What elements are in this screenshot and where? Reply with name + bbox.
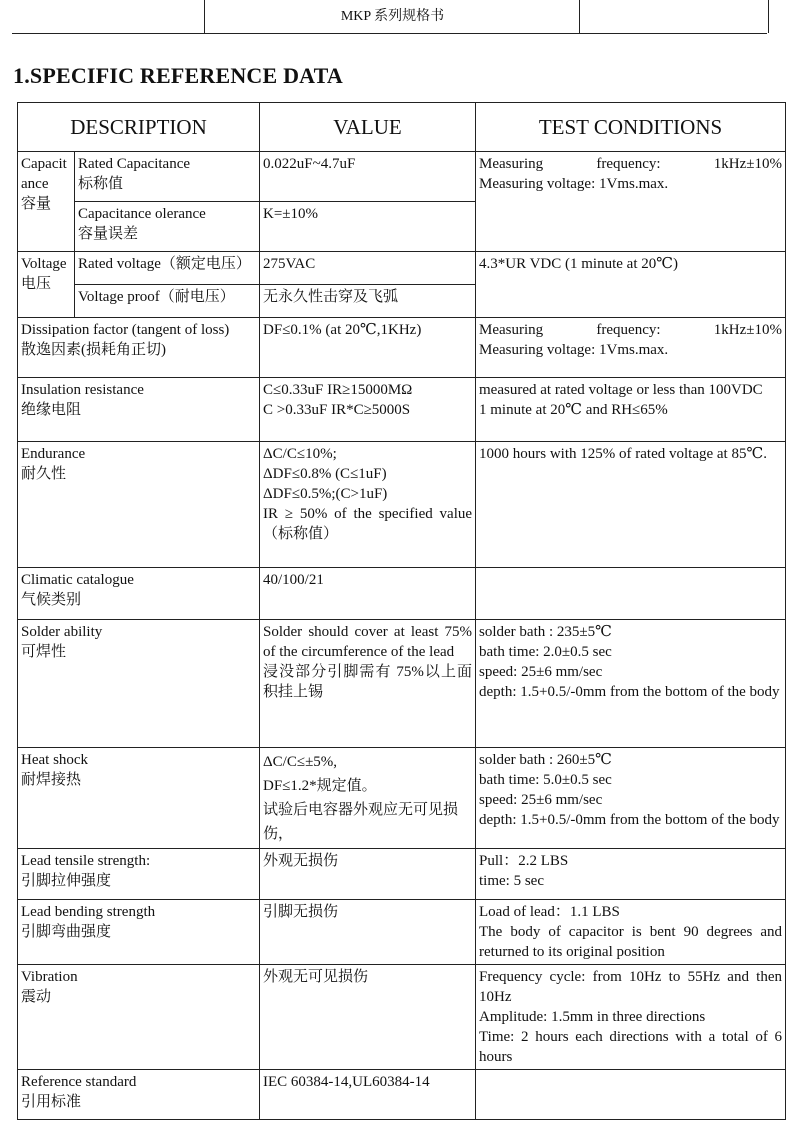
dissipation-en: Dissipation factor (tangent of loss) [21, 322, 230, 338]
rated-capacitance-cn: 标称值 [78, 176, 124, 192]
table-row [18, 620, 786, 748]
heat-test-2: bath time: 5.0±0.5 sec [479, 772, 612, 788]
tensile-cn: 引脚拉伸强度 [21, 873, 112, 889]
capacitance-group-en-b: ance [21, 176, 49, 192]
endurance-desc [18, 442, 260, 568]
climatic-en: Climatic catalogue [21, 572, 134, 588]
solder-test-3: speed: 25±6 mm/sec [479, 664, 603, 680]
vibration-desc [18, 965, 260, 1070]
heat-value-2: DF≤1.2*规定值。 [263, 778, 377, 794]
table-row [18, 748, 786, 849]
tensile-test-1: Pull：2.2 LBS [479, 853, 569, 869]
heat-value [260, 748, 476, 849]
header-title: MKP 系列规格书 [204, 0, 580, 33]
endurance-cn: 耐久性 [21, 466, 67, 482]
capacitance-test-measuring: Measuring [479, 156, 544, 172]
reference-desc [18, 1070, 260, 1120]
solder-value-1: Solder should cover at least 75% of the circumference of the lead [263, 624, 473, 660]
reference-cn: 引用标准 [21, 1094, 82, 1110]
header-left-cell [12, 0, 204, 33]
header-right-cell [579, 0, 769, 33]
voltage-proof-desc: Voltage proof（耐电压） [75, 285, 260, 318]
rated-voltage-desc: Rated voltage（额定电压） [75, 252, 260, 285]
vibration-test-2: Amplitude: 1.5mm in three directions [479, 1009, 706, 1025]
bending-test [476, 900, 786, 965]
tensile-test [476, 849, 786, 900]
insulation-en: Insulation resistance [21, 382, 144, 398]
dissipation-cn: 散逸因素(损耗角正切) [21, 342, 166, 358]
col-header-value: VALUE [260, 103, 476, 152]
table-row [18, 1070, 786, 1120]
table-row [18, 252, 786, 285]
table-row [18, 152, 786, 202]
capacitance-group-en-a: Capacit [21, 156, 67, 172]
endurance-value-2: ΔDF≤0.8% (C≤1uF) [263, 466, 387, 482]
capacitance-tolerance-cn: 容量误差 [78, 226, 139, 242]
insulation-test-1: measured at rated voltage or less than 100VDC [479, 382, 763, 398]
table-row [18, 849, 786, 900]
table-row [18, 442, 786, 568]
rated-voltage-value: 275VAC [260, 252, 476, 285]
capacitance-tolerance-desc [75, 202, 260, 252]
vibration-value: 外观无可见损伤 [260, 965, 476, 1070]
insulation-desc [18, 378, 260, 442]
insulation-test-2: 1 minute at 20℃ and RH≤65% [479, 402, 668, 418]
vibration-en: Vibration [21, 969, 78, 985]
heat-cn: 耐焊接热 [21, 772, 82, 788]
endurance-test: 1000 hours with 125% of rated voltage at 85℃. [476, 442, 786, 568]
capacitance-test-line-2: Measuring voltage: 1Vms.max. [479, 176, 669, 192]
climatic-value: 40/100/21 [260, 568, 476, 620]
bending-test-1: Load of lead：1.1 LBS [479, 904, 620, 920]
reference-value: IEC 60384-14,UL60384-14 [260, 1070, 476, 1120]
rated-capacitance-en: Rated Capacitance [78, 156, 191, 172]
bending-desc [18, 900, 260, 965]
reference-en: Reference standard [21, 1074, 137, 1090]
capacitance-tolerance-en: Capacitance olerance [78, 206, 206, 222]
heat-test-4: depth: 1.5+0.5/-0mm from the bottom of the body [479, 812, 780, 828]
capacitance-group-cell [18, 152, 75, 252]
solder-value-2: 浸没部分引脚需有 75%以上面积挂上锡 [263, 664, 473, 700]
table-header-row [18, 103, 786, 152]
tensile-test-2: time: 5 sec [479, 873, 544, 889]
insulation-value-1: C≤0.33uF IR≥15000MΩ [263, 382, 413, 398]
dissipation-test [476, 318, 786, 378]
heat-value-3: 试验后电容器外观应无可见损伤， [263, 802, 459, 842]
heat-test-3: speed: 25±6 mm/sec [479, 792, 603, 808]
table-row [18, 318, 786, 378]
reference-test [476, 1070, 786, 1120]
vibration-test-3: Time: 2 hours each directions with a total of 6 hours [479, 1029, 783, 1065]
vibration-test [476, 965, 786, 1070]
heat-value-1: ΔC/C≤±5%, [263, 754, 338, 770]
solder-test [476, 620, 786, 748]
solder-desc [18, 620, 260, 748]
dissipation-test-freq-value: 1kHz±10% [713, 322, 782, 338]
endurance-value-3: ΔDF≤0.5%;(C>1uF) [263, 486, 388, 502]
heat-en: Heat shock [21, 752, 89, 768]
table-row [18, 378, 786, 442]
capacitance-test-freq-value: 1kHz±10% [713, 156, 782, 172]
solder-test-4: depth: 1.5+0.5/-0mm from the bottom of the body [479, 684, 780, 700]
endurance-en: Endurance [21, 446, 86, 462]
insulation-value [260, 378, 476, 442]
vibration-test-1: Frequency cycle: from 10Hz to 55Hz and then 10Hz [479, 969, 783, 1005]
endurance-value [260, 442, 476, 568]
voltage-group-en: Voltage [21, 256, 67, 272]
insulation-cn: 绝缘电阻 [21, 402, 82, 418]
voltage-test: 4.3*UR VDC (1 minute at 20℃) [476, 252, 786, 318]
climatic-desc [18, 568, 260, 620]
heat-test [476, 748, 786, 849]
col-header-test: TEST CONDITIONS [476, 103, 786, 152]
voltage-group-cell [18, 252, 75, 318]
heat-desc [18, 748, 260, 849]
rated-capacitance-desc [75, 152, 260, 202]
capacitance-tolerance-value: K=±10% [260, 202, 476, 252]
rated-capacitance-value: 0.022uF~4.7uF [260, 152, 476, 202]
solder-value [260, 620, 476, 748]
capacitance-test-line-1 [479, 154, 782, 174]
document-header [12, 0, 767, 34]
endurance-value-1: ΔC/C≤10%; [263, 446, 337, 462]
spec-table [17, 102, 786, 1120]
dissipation-value: DF≤0.1% (at 20℃,1KHz) [260, 318, 476, 378]
bending-cn: 引脚弯曲强度 [21, 924, 112, 940]
insulation-test [476, 378, 786, 442]
endurance-value-4: IR ≥ 50% of the specified value（标称值） [263, 506, 473, 542]
climatic-cn: 气候类别 [21, 592, 82, 608]
vibration-cn: 震动 [21, 989, 52, 1005]
bending-en: Lead bending strength [21, 904, 156, 920]
dissipation-desc [18, 318, 260, 378]
solder-test-2: bath time: 2.0±0.5 sec [479, 644, 612, 660]
dissipation-test-line-2: Measuring voltage: 1Vms.max. [479, 342, 669, 358]
section-title: 1.SPECIFIC REFERENCE DATA [13, 63, 343, 88]
capacitance-test [476, 152, 786, 252]
solder-test-1: solder bath : 235±5℃ [479, 624, 612, 640]
col-header-description: DESCRIPTION [18, 103, 260, 152]
table-row [18, 965, 786, 1070]
climatic-test [476, 568, 786, 620]
table-row [18, 568, 786, 620]
solder-cn: 可焊性 [21, 644, 67, 660]
bending-value: 引脚无损伤 [260, 900, 476, 965]
solder-en: Solder ability [21, 624, 103, 640]
tensile-en: Lead tensile strength: [21, 853, 151, 869]
table-row [18, 900, 786, 965]
dissipation-test-frequency: frequency: [596, 322, 661, 338]
voltage-proof-value: 无永久性击穿及飞弧 [260, 285, 476, 318]
tensile-desc [18, 849, 260, 900]
insulation-value-2: C >0.33uF IR*C≥5000S [263, 402, 411, 418]
heat-test-1: solder bath : 260±5℃ [479, 752, 612, 768]
tensile-value: 外观无损伤 [260, 849, 476, 900]
capacitance-test-frequency: frequency: [596, 156, 661, 172]
bending-test-2: The body of capacitor is bent 90 degrees and returned to its original position [479, 924, 783, 960]
dissipation-test-line-1 [479, 320, 782, 340]
dissipation-test-measuring: Measuring [479, 322, 544, 338]
voltage-group-cn: 电压 [21, 276, 52, 292]
capacitance-group-cn: 容量 [21, 196, 52, 212]
